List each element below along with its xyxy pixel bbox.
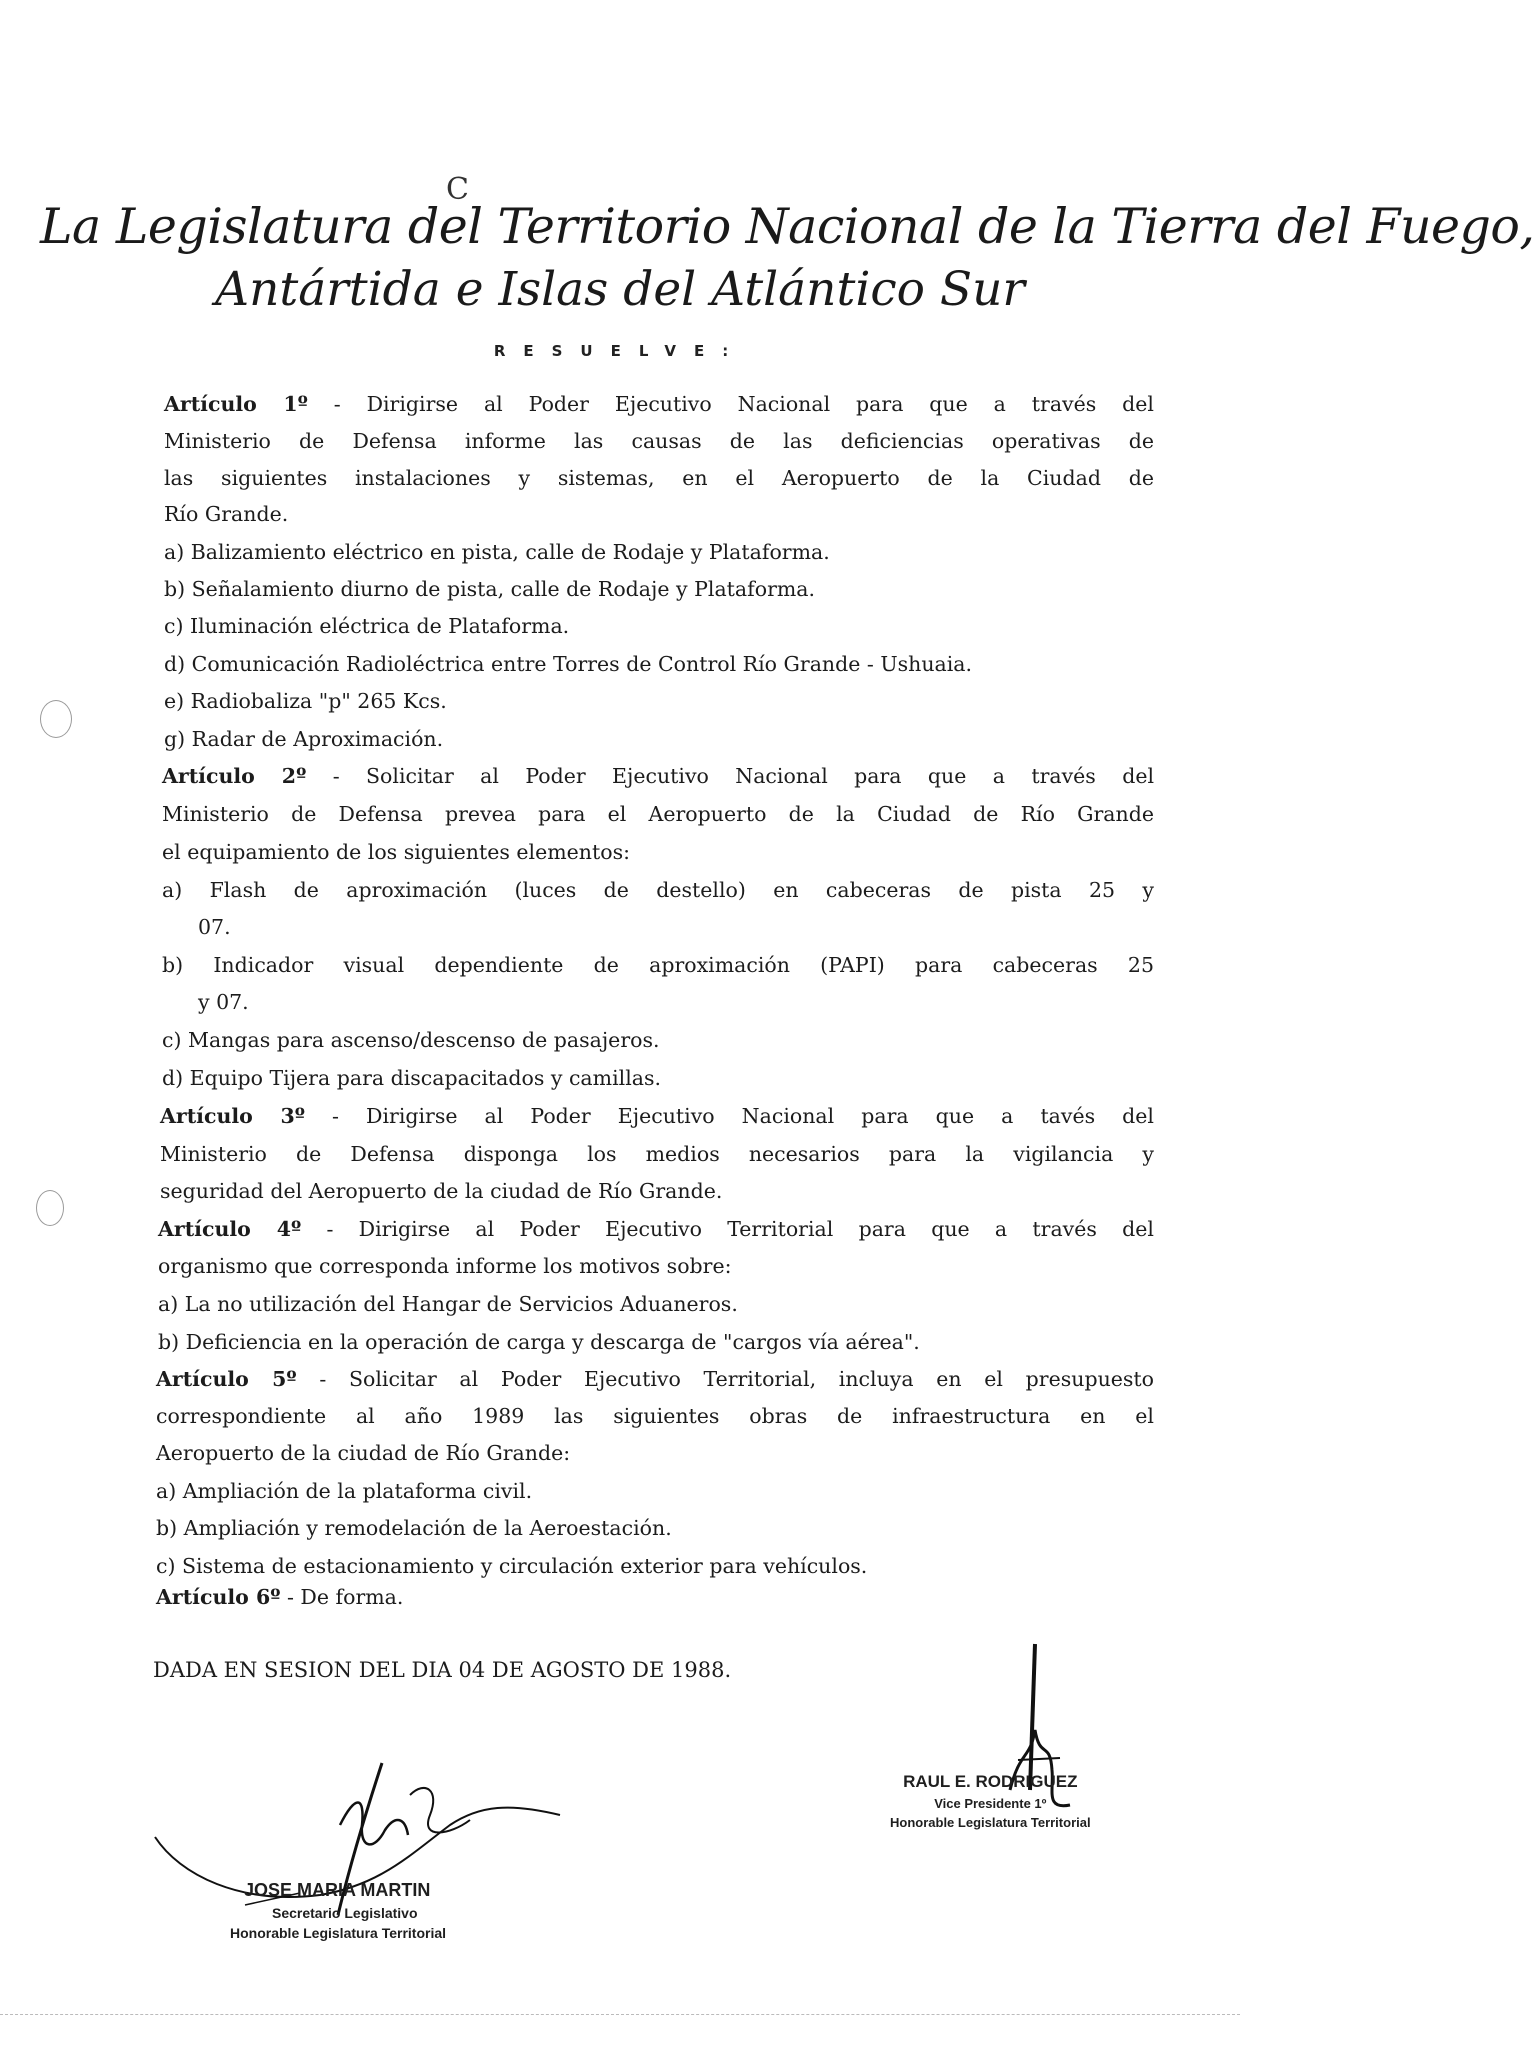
list-item: b) Ampliación y remodelación de la Aeroestación.: [156, 1516, 672, 1540]
article-number: Artículo 6º: [156, 1585, 281, 1609]
header-mark: C: [446, 172, 469, 207]
punch-hole-mark: [40, 700, 72, 738]
list-item: y 07.: [198, 990, 249, 1014]
article-number: Artículo 3º: [160, 1104, 305, 1128]
left-signature-block: [230, 1880, 446, 1941]
scan-edge-line: [0, 2014, 1240, 2016]
resuelve-heading: RESUELVE:: [493, 342, 747, 360]
body-line: Artículo 3º - Dirigirse al Poder Ejecutivo Nacional para que a tavés del: [160, 1104, 1154, 1128]
body-line: Ministerio de Defensa informe las causas de las deficiencias operativas de: [164, 429, 1154, 453]
body-line: Aeropuerto de la ciudad de Río Grande:: [156, 1441, 571, 1465]
header-title-line2: Antártida e Islas del Atlántico Sur: [215, 262, 1025, 317]
article-number: Artículo 4º: [158, 1217, 302, 1241]
body-line: Artículo 5º - Solicitar al Poder Ejecutivo Territorial, incluya en el presupuesto: [156, 1367, 1154, 1391]
body-line: Ministerio de Defensa prevea para el Aeropuerto de la Ciudad de Río Grande: [162, 802, 1154, 826]
list-item: a) Flash de aproximación (luces de destello) en cabeceras de pista 25 y: [162, 878, 1154, 902]
left-signatory-institution: Honorable Legislatura Territorial: [230, 1925, 447, 1941]
right-signatory-institution: Honorable Legislatura Territorial: [890, 1815, 1091, 1830]
session-date-line: DADA EN SESION DEL DIA 04 DE AGOSTO DE 1988.: [153, 1658, 732, 1682]
body-line: Artículo 4º - Dirigirse al Poder Ejecutivo Territorial para que a través del: [158, 1217, 1154, 1241]
left-signatory-name: JOSE MARIA MARTIN: [244, 1880, 431, 1900]
right-signature-block: [890, 1772, 1091, 1830]
list-item: c) Iluminación eléctrica de Plataforma.: [164, 614, 570, 638]
list-item: d) Comunicación Radioléctrica entre Torres de Control Río Grande - Ushuaia.: [164, 652, 973, 676]
body-line: correspondiente al año 1989 las siguientes obras de infraestructura en el: [156, 1404, 1154, 1428]
article-number: Artículo 2º: [162, 764, 307, 788]
list-item: g) Radar de Aproximación.: [164, 727, 444, 751]
body-line: las siguientes instalaciones y sistemas, en el Aeropuerto de la Ciudad de: [164, 466, 1154, 490]
body-line: Ministerio de Defensa disponga los medios necesarios para la vigilancia y: [160, 1142, 1154, 1166]
punch-hole-mark: [36, 1190, 64, 1226]
left-signatory-title: Secretario Legislativo: [272, 1905, 418, 1921]
list-item: 07.: [198, 915, 231, 939]
right-signatory-title: Vice Presidente 1º: [934, 1796, 1047, 1811]
list-item: d) Equipo Tijera para discapacitados y camillas.: [162, 1066, 662, 1090]
body-line: el equipamiento de los siguientes elementos:: [162, 840, 630, 864]
list-item: b) Señalamiento diurno de pista, calle de Rodaje y Plataforma.: [164, 577, 816, 601]
list-item: a) La no utilización del Hangar de Servicios Aduaneros.: [158, 1292, 738, 1316]
list-item: c) Sistema de estacionamiento y circulación exterior para vehículos.: [156, 1554, 868, 1578]
list-item: b) Indicador visual dependiente de aproximación (PAPI) para cabeceras 25: [162, 953, 1154, 977]
body-line: seguridad del Aeropuerto de la ciudad de Río Grande.: [160, 1179, 723, 1203]
body-line: Artículo 6º - De forma.: [156, 1585, 404, 1609]
list-item: b) Deficiencia en la operación de carga y descarga de "cargos vía aérea".: [158, 1330, 920, 1354]
list-item: a) Balizamiento eléctrico en pista, calle de Rodaje y Plataforma.: [164, 540, 830, 564]
list-item: a) Ampliación de la plataforma civil.: [156, 1479, 533, 1503]
list-item: c) Mangas para ascenso/descenso de pasajeros.: [162, 1028, 660, 1052]
article-number: Artículo 5º: [156, 1367, 297, 1391]
right-signatory-name: RAUL E. RODRIGUEZ: [903, 1772, 1078, 1791]
body-line: Artículo 1º - Dirigirse al Poder Ejecutivo Nacional para que a través del: [164, 392, 1154, 416]
body-line: Artículo 2º - Solicitar al Poder Ejecutivo Nacional para que a través del: [162, 764, 1155, 788]
list-item: e) Radiobaliza "p" 265 Kcs.: [164, 689, 447, 713]
header-title-line1: La Legislatura del Territorio Nacional de la Tierra del Fuego,: [40, 198, 1534, 255]
body-line: organismo que corresponda informe los motivos sobre:: [158, 1254, 732, 1278]
body-line: Río Grande.: [164, 502, 289, 526]
article-number: Artículo 1º: [164, 392, 308, 416]
